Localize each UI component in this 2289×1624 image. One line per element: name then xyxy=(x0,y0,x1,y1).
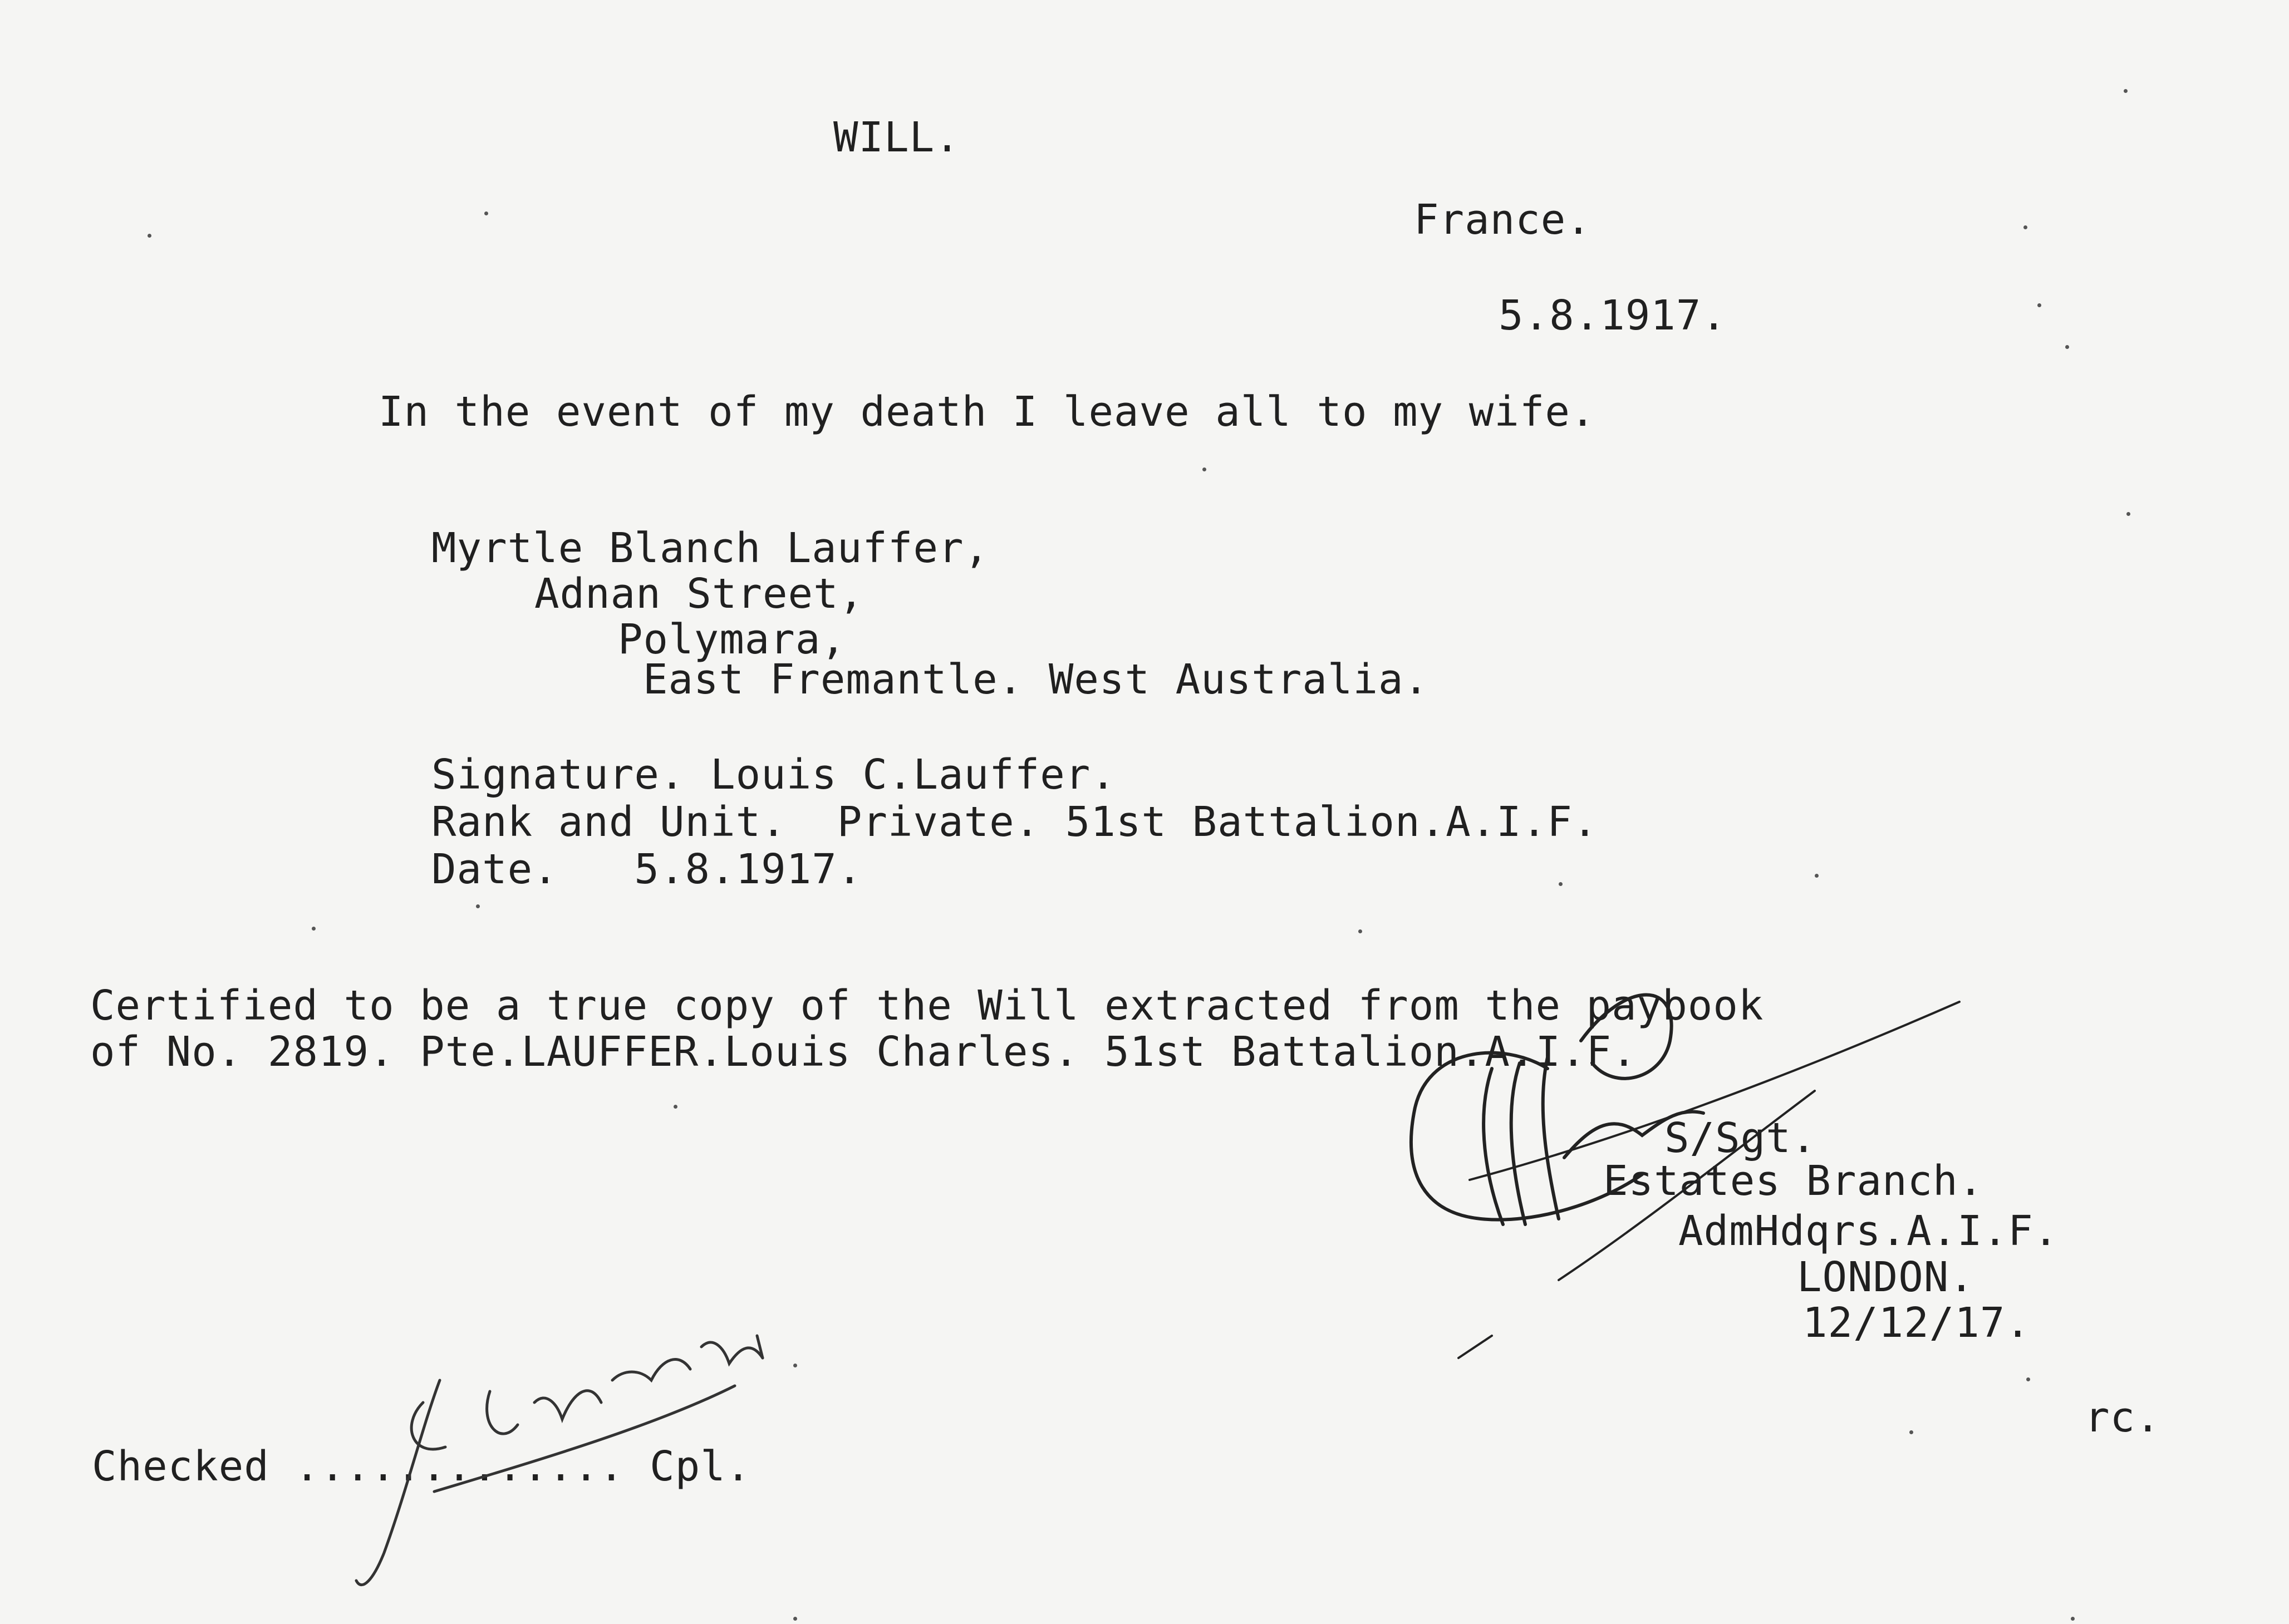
scan-speck xyxy=(2071,1617,2075,1621)
certification-line-2: of No. 2819. Pte.LAUFFER.Louis Charles. 51st Battalion.A.I.F. xyxy=(90,1028,1637,1076)
checked-line: Checked ............. Cpl. xyxy=(92,1443,751,1490)
scan-speck xyxy=(148,234,151,238)
address-line-4: East Fremantle. West Australia. xyxy=(643,656,1430,703)
document-date-top: 5.8.1917. xyxy=(1499,292,1727,339)
scan-speck xyxy=(2023,225,2027,229)
scan-speck xyxy=(793,1617,797,1621)
typist-initials: rc. xyxy=(2085,1394,2161,1441)
scan-speck xyxy=(1909,1430,1913,1434)
checker-signature xyxy=(356,1336,763,1585)
scan-speck xyxy=(2037,303,2041,307)
scan-speck xyxy=(1358,929,1362,933)
certifier-office: Estates Branch. xyxy=(1603,1157,1984,1205)
address-line-2: Adnan Street, xyxy=(534,570,864,618)
document-place: France. xyxy=(1414,196,1592,244)
scan-speck xyxy=(1559,882,1563,886)
date-field: Date. 5.8.1917. xyxy=(431,845,863,893)
document-title: WILL. xyxy=(833,114,960,161)
scan-speck xyxy=(1815,874,1819,878)
bequest-text: In the event of my death I leave all to my wife. xyxy=(379,388,1596,436)
address-line-1: Myrtle Blanch Lauffer, xyxy=(431,524,990,572)
certifier-hq: AdmHdqrs.A.I.F. xyxy=(1678,1207,2059,1255)
scan-speck xyxy=(2026,1377,2030,1381)
scan-speck xyxy=(1202,467,1206,471)
scan-speck xyxy=(476,904,480,908)
scan-speck xyxy=(2065,345,2069,349)
scan-speck xyxy=(312,927,316,931)
rank-unit-field: Rank and Unit. Private. 51st Battalion.A.I.F. xyxy=(431,798,1598,846)
certification-line-1: Certified to be a true copy of the Will extracted from the paybook xyxy=(90,982,1764,1030)
scan-speck xyxy=(484,211,488,215)
certifier-city: LONDON. xyxy=(1797,1253,1974,1301)
address-line-3: Polymara, xyxy=(618,616,846,663)
signature-field: Signature. Louis C.Lauffer. xyxy=(431,751,1116,799)
scan-speck xyxy=(2124,89,2128,93)
certifier-signature xyxy=(1411,995,1959,1359)
certifier-rank: S/Sgt. xyxy=(1664,1114,1817,1162)
scan-speck xyxy=(2126,512,2130,516)
scan-speck xyxy=(674,1105,677,1109)
certifier-date: 12/12/17. xyxy=(1802,1299,2031,1347)
scan-speck xyxy=(793,1364,797,1367)
